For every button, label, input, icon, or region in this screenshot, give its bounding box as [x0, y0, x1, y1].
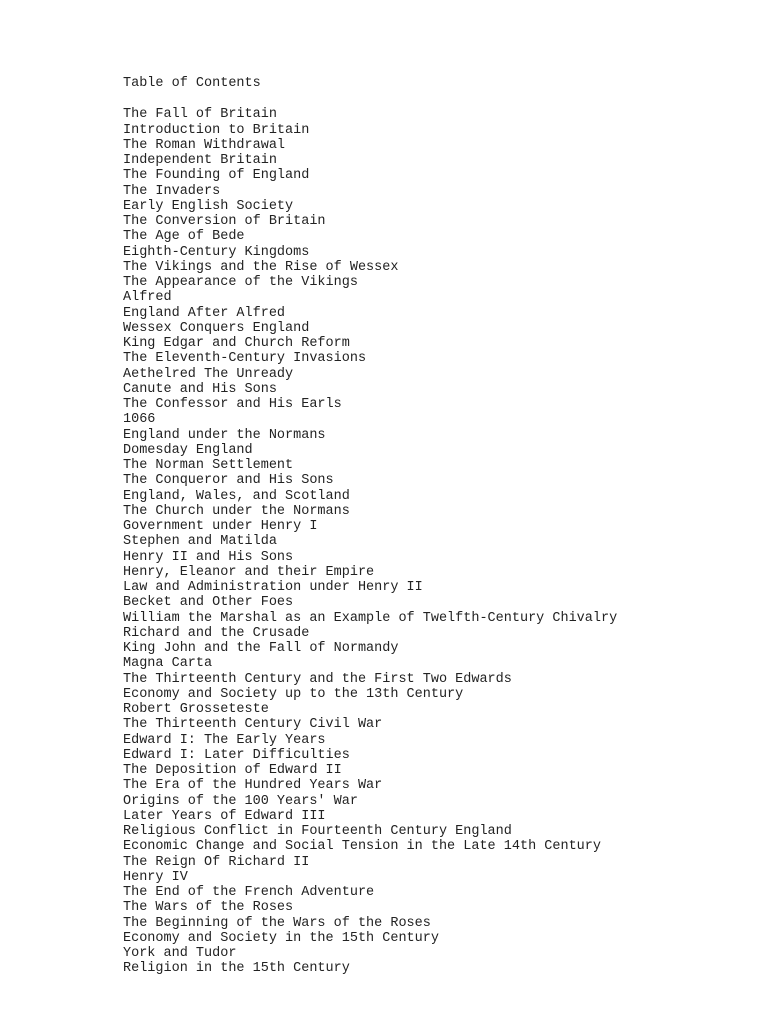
toc-entry: Wessex Conquers England	[123, 320, 310, 336]
toc-entry: Henry IV	[123, 869, 188, 885]
toc-entry: The Fall of Britain	[123, 107, 277, 123]
toc-entry: The Era of the Hundred Years War	[123, 778, 383, 794]
toc-entry: The Eleventh-Century Invasions	[123, 351, 367, 367]
toc-entry: England, Wales, and Scotland	[123, 488, 350, 504]
toc-entry: The Appearance of the Vikings	[123, 275, 358, 290]
toc-entry: Canute and His Sons	[123, 381, 277, 397]
toc-entry: The Invaders	[123, 183, 221, 199]
toc-entry: The Roman Withdrawal	[123, 137, 286, 153]
toc-entry: The Founding of England	[123, 168, 310, 184]
toc-entry: Becket and Other Foes	[123, 595, 294, 611]
toc-entry: England After Alfred	[123, 305, 286, 321]
toc-entry: Edward I: Later Difficulties	[123, 747, 350, 763]
toc-entry: The Church under the Normans	[123, 503, 350, 519]
toc-entry: The Reign Of Richard II	[123, 854, 310, 870]
toc-entry: Religious Conflict in Fourteenth Century England	[123, 824, 512, 839]
toc-entry: King Edgar and Church Reform	[123, 336, 350, 351]
toc-entry: Eighth-Century Kingdoms	[123, 244, 310, 260]
toc-entry: Economic Change and Social Tension in the Late 14th Century	[123, 839, 601, 855]
toc-list	[123, 107, 768, 976]
toc-entry: The Conversion of Britain	[123, 214, 326, 229]
toc-entry: Edward I: The Early Years	[123, 732, 326, 748]
toc-entry: Independent Britain	[123, 153, 277, 168]
toc-entry: The Confessor and His Earls	[123, 397, 342, 412]
toc-entry: The Thirteenth Century and the First Two Edwards	[123, 671, 512, 687]
toc-entry: Magna Carta	[123, 656, 213, 672]
toc-entry: Richard and the Crusade	[123, 625, 310, 641]
toc-entry: York and Tudor	[123, 946, 237, 961]
toc-entry: Introduction to Britain	[123, 122, 310, 138]
toc-entry: Law and Administration under Henry II	[123, 580, 423, 595]
toc-entry: The Thirteenth Century Civil War	[123, 717, 383, 733]
toc-entry: The Wars of the Roses	[123, 900, 294, 916]
toc-entry: Religion in the 15th Century	[123, 961, 350, 977]
toc-entry: William the Marshal as an Example of Twelfth-Century Chivalry	[123, 610, 618, 626]
toc-entry: The Deposition of Edward II	[123, 763, 342, 778]
toc-entry: Aethelred The Unready	[123, 366, 294, 382]
toc-entry: Economy and Society in the 15th Century	[123, 930, 439, 946]
toc-entry: Domesday England	[123, 442, 253, 458]
toc-entry: Henry, Eleanor and their Empire	[123, 564, 375, 580]
toc-entry: Stephen and Matilda	[123, 534, 277, 550]
toc-entry: Economy and Society up to the 13th Century	[123, 686, 464, 702]
toc-entry: Origins of the 100 Years' War	[123, 793, 358, 809]
toc-entry: King John and the Fall of Normandy	[123, 641, 399, 656]
toc-entry: Henry II and His Sons	[123, 549, 294, 565]
toc-entry: Early English Society	[123, 198, 294, 214]
toc-entry: The End of the French Adventure	[123, 885, 375, 900]
toc-entry: The Vikings and the Rise of Wessex	[123, 259, 399, 275]
toc-entry: 1066	[123, 412, 156, 428]
toc-entry: England under the Normans	[123, 427, 326, 443]
document-page	[123, 76, 768, 977]
toc-entry: Government under Henry I	[123, 519, 318, 534]
toc-entry: The Conqueror and His Sons	[123, 473, 334, 489]
toc-entry: Robert Grosseteste	[123, 702, 269, 717]
toc-entry: Alfred	[123, 290, 172, 306]
toc-heading: Table of Contents	[123, 76, 261, 91]
toc-entry: The Age of Bede	[123, 229, 245, 245]
toc-entry: Later Years of Edward III	[123, 808, 326, 824]
toc-entry: The Norman Settlement	[123, 458, 294, 473]
toc-entry: The Beginning of the Wars of the Roses	[123, 915, 431, 931]
